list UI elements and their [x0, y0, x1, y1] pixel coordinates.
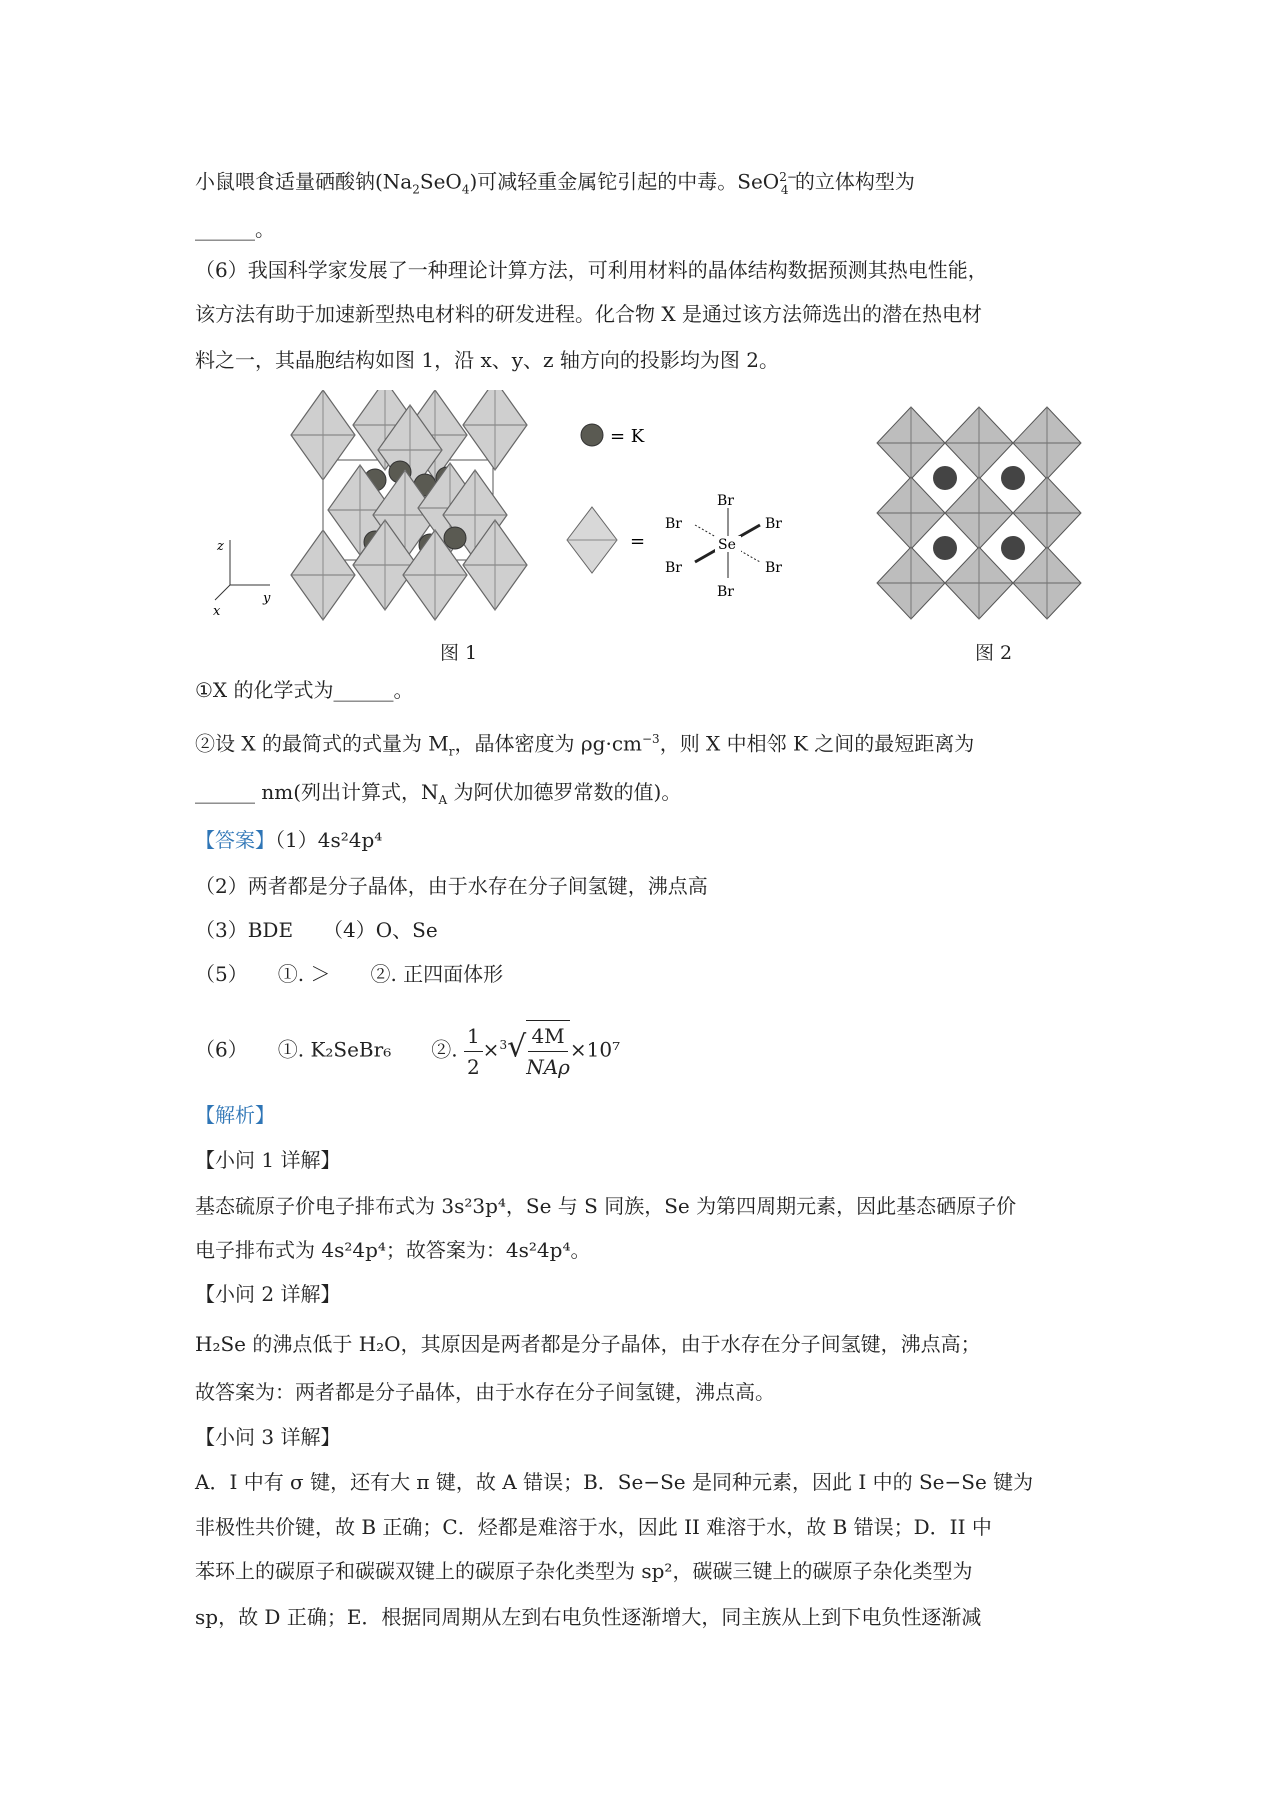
axis-y-label: y — [263, 591, 271, 606]
text-line: （6）我国科学家发展了一种理论计算方法，可利用材料的晶体结构数据预测其热电性能， — [195, 258, 988, 282]
octahedron-icon — [567, 507, 617, 573]
sebr6-structure — [665, 493, 782, 600]
answer-6: （6） ①. K₂SeBr₆ ②. $\frac{1}{2}$ ×$^3$√ $\frac{4M}{\text{NAρ}}$ ×10⁷ — [195, 1010, 620, 1085]
text-line: 小鼠喂食适量硒酸钠$(Na_2SeO_4)$可减轻重金属铊引起的中毒。SeO$^{2-}_4$ 的立体构型为 — [195, 169, 915, 197]
text-line: sp，故 D 正确；E．根据同周期从左到右电负性逐渐增大，同主族从上到下电负性逐渐减 — [195, 1605, 982, 1629]
axis-x-label: x — [213, 604, 221, 619]
text-line: 基态硫原子价电子排布式为 3s²3p⁴，Se 与 S 同族，Se 为第四周期元素，因此基态硒原子价 — [195, 1194, 1017, 1218]
svg-text:Br: Br — [665, 516, 682, 532]
text-line: ______。 — [195, 217, 275, 241]
svg-text:Br: Br — [765, 516, 782, 532]
answer-5: （5） ①. ＞ ②. 正四面体形 — [195, 962, 504, 986]
svg-text:Br: Br — [717, 584, 734, 600]
text-line: 非极性共价键，故 B 正确；C．烃都是难溶于水，因此 II 难溶于水，故 B 错误；D．II 中 — [195, 1515, 992, 1539]
svg-text:Se: Se — [718, 537, 736, 553]
answer-2: （2）两者都是分子晶体，由于水存在分子间氢键，沸点高 — [195, 874, 708, 898]
svg-text:Br: Br — [765, 560, 782, 576]
figure-1-legend — [555, 400, 815, 610]
answer-label: 【答案】 — [195, 828, 275, 852]
figure-2-projection — [875, 405, 1085, 620]
figure-1-crystal-cell — [195, 390, 535, 625]
text-line: 苯环上的碳原子和碳碳双键上的碳原子杂化类型为 sp²，碳碳三键上的碳原子杂化类型为 — [195, 1559, 973, 1583]
answer-1: 【答案】（1）4s²4p⁴ — [195, 828, 383, 852]
svg-text:Br: Br — [665, 560, 682, 576]
answer-3-4: （3）BDE （4）O、Se — [195, 918, 438, 942]
figure-2-caption: 图 2 — [975, 642, 1013, 664]
text-line: 电子排布式为 4s²4p⁴；故答案为：4s²4p⁴。 — [195, 1238, 591, 1262]
legend-equals: = — [630, 531, 646, 552]
sub-question-heading: 【小问 1 详解】 — [195, 1148, 341, 1172]
potassium-atom-icon — [581, 424, 603, 446]
svg-text:Br: Br — [717, 493, 734, 509]
text-line: 故答案为：两者都是分子晶体，由于水存在分子间氢键，沸点高。 — [195, 1380, 775, 1404]
analysis-label: 【解析】 — [195, 1103, 275, 1127]
text-line: A．I 中有 σ 键，还有大 π 键，故 A 错误；B．Se−Se 是同种元素，因此 I 中的 Se−Se 键为 — [195, 1470, 1034, 1494]
text-line: 该方法有助于加速新型热电材料的研发进程。化合物 X 是通过该方法筛选出的潜在热电材 — [195, 302, 982, 326]
question-2-cont: ______ nm(列出计算式，$N_A$ 为阿伏加德罗常数的值)。 — [195, 780, 682, 807]
figure-1-caption: 图 1 — [440, 642, 478, 664]
text-line: H₂Se 的沸点低于 H₂O，其原因是两者都是分子晶体，由于水存在分子间氢键，沸点高； — [195, 1332, 981, 1356]
sub-question-heading: 【小问 2 详解】 — [195, 1282, 341, 1306]
question-1: ①X 的化学式为______。 — [195, 678, 414, 702]
legend-k-label: = K — [610, 426, 645, 447]
sub-question-heading: 【小问 3 详解】 — [195, 1425, 341, 1449]
axis-z-label: z — [217, 539, 224, 554]
text-line: 料之一，其晶胞结构如图 1，沿 x、y、z 轴方向的投影均为图 2。 — [195, 348, 779, 372]
question-2: ②设 X 的最简式的式量为 $M_r$，晶体密度为 $\rho g\cdot cm^{-3}$，则 X 中相邻 K 之间的最短距离为 — [195, 731, 975, 759]
